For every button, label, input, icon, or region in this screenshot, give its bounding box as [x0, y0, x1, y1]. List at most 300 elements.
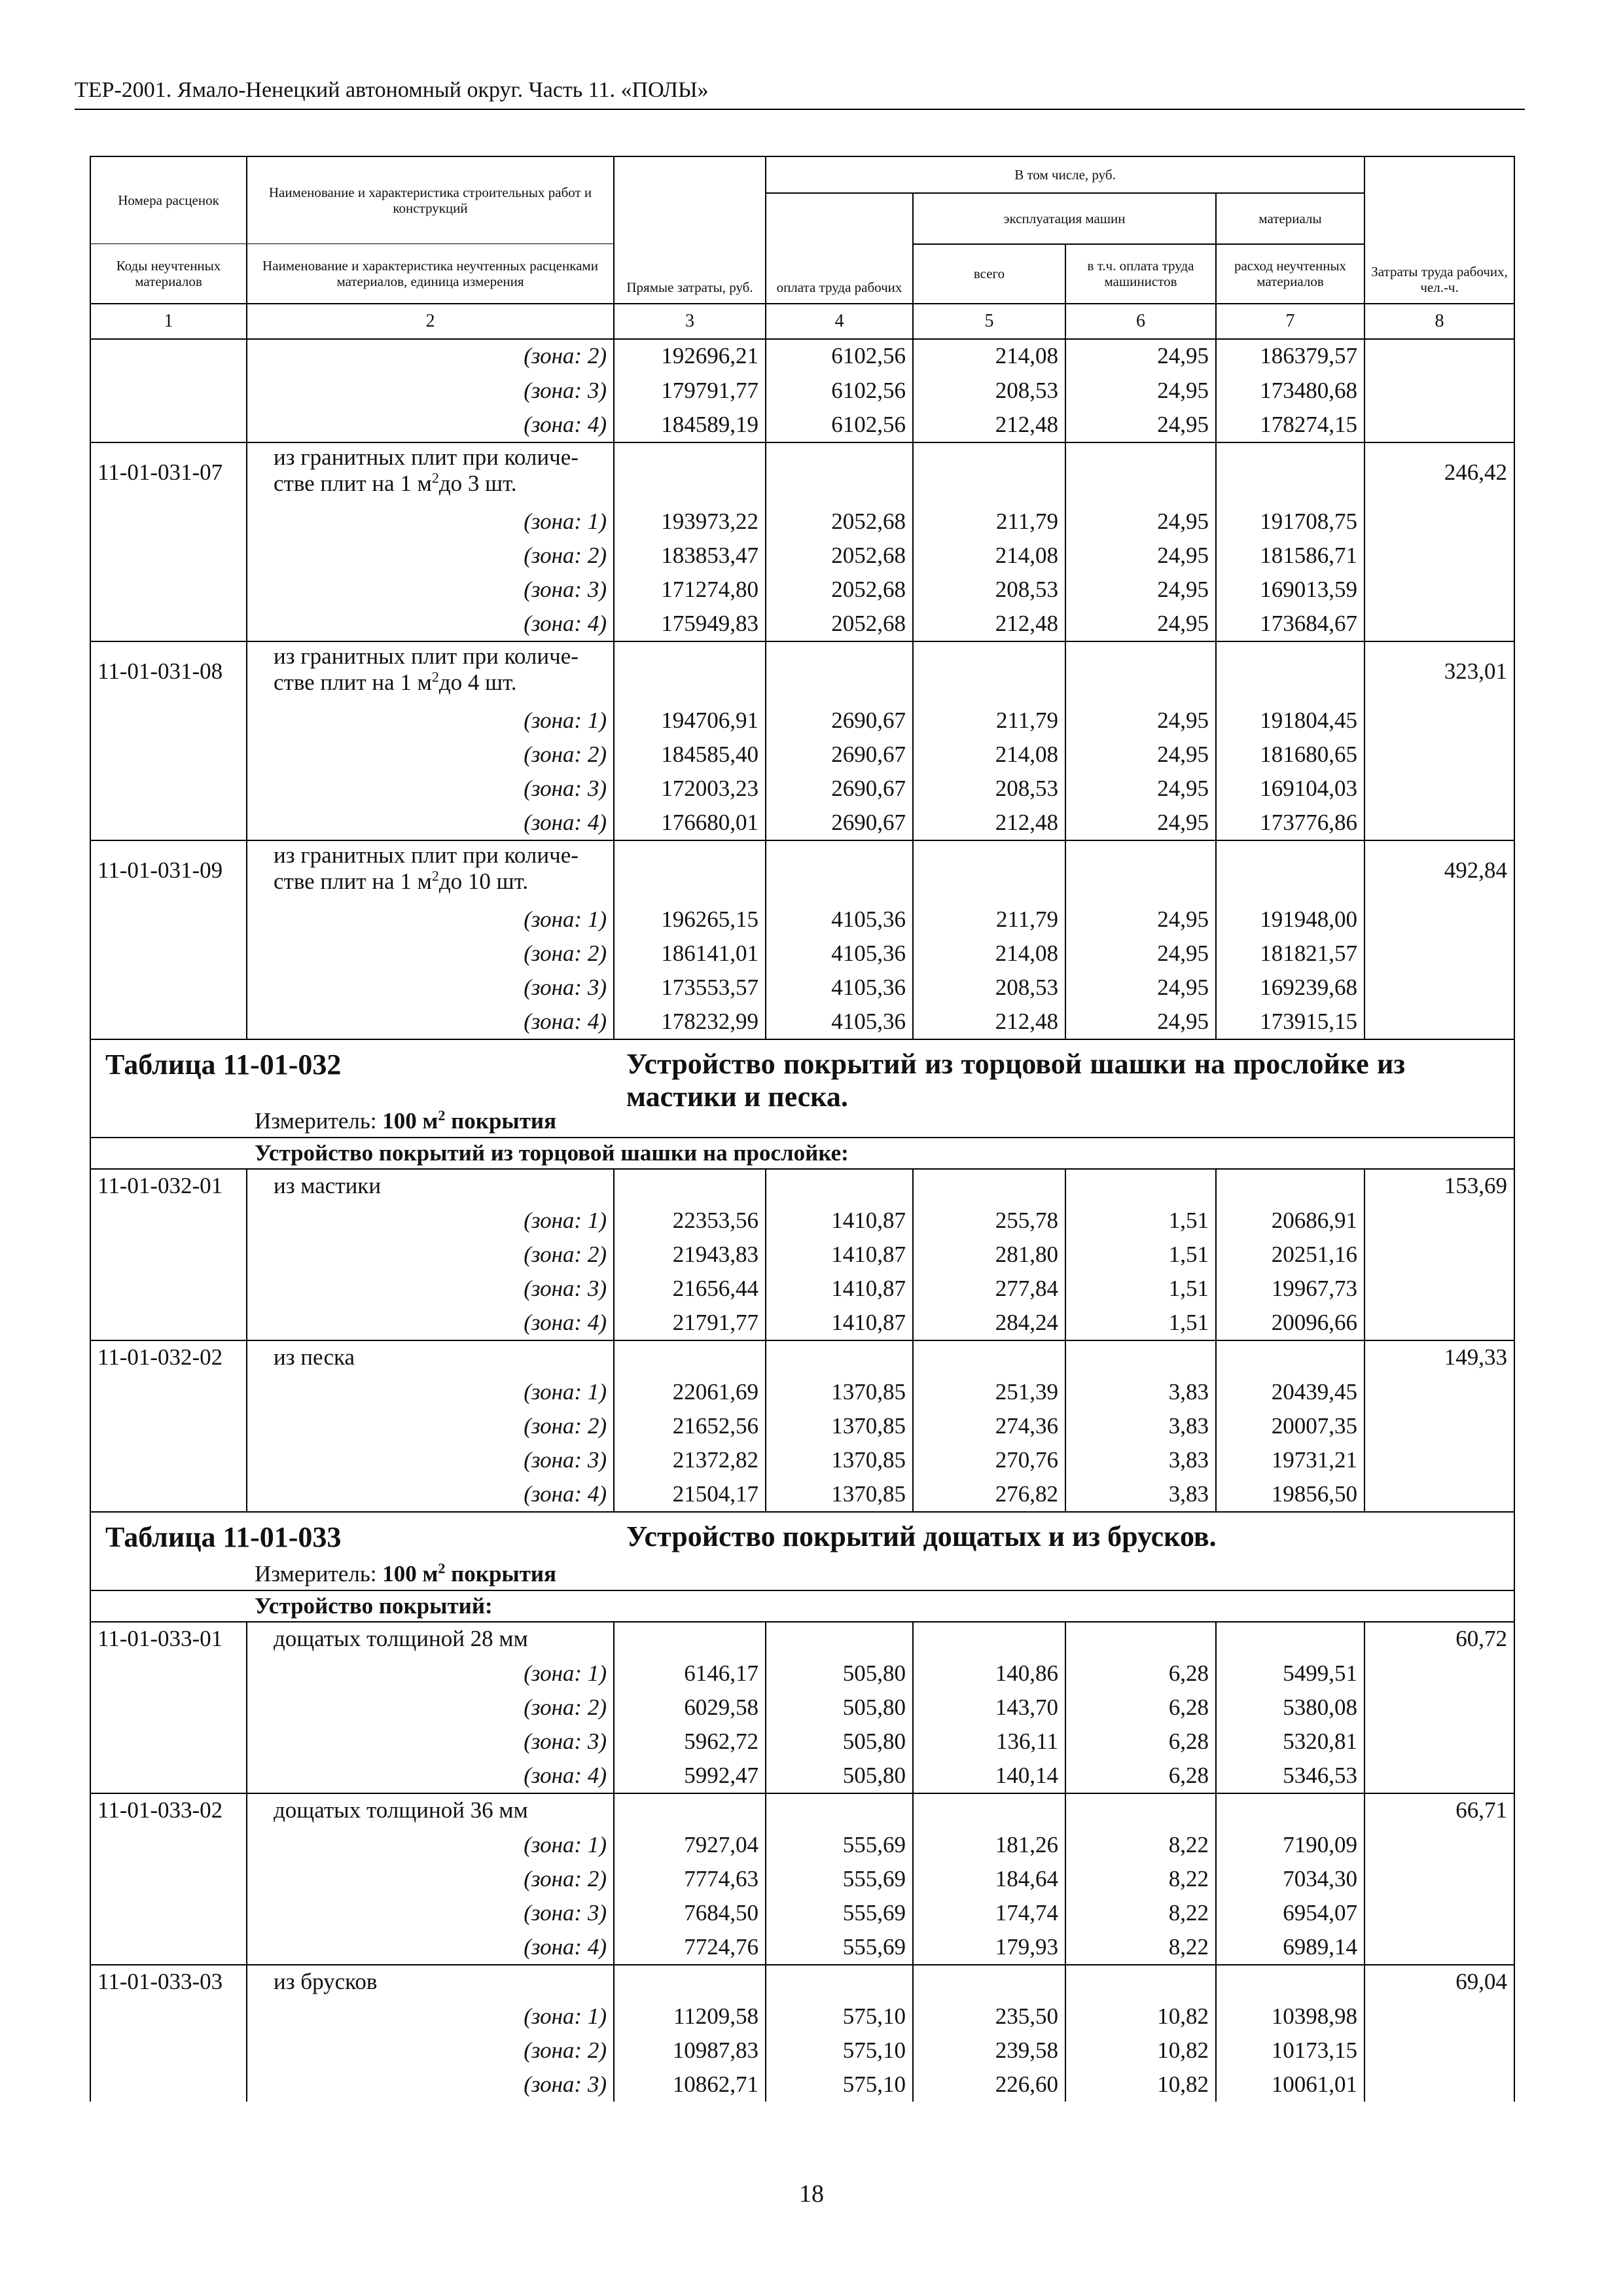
page-header: ТЕР-2001. Ямало-Ненецкий автономный округ. Часть 11. «ПОЛЫ»: [75, 76, 1525, 110]
cell-empty: [1216, 1169, 1364, 1204]
cell-value: 239,58: [913, 2034, 1065, 2068]
header-number-8: 8: [1364, 304, 1514, 339]
cell-value: 24,95: [1065, 408, 1216, 442]
cell-value: 11209,58: [614, 2000, 766, 2034]
cell-empty: [1065, 1622, 1216, 1657]
cell-value: 169104,03: [1216, 772, 1364, 806]
cell-value: 24,95: [1065, 772, 1216, 806]
labor-cost: 492,84: [1364, 840, 1514, 903]
cell-value: 8,22: [1065, 1930, 1216, 1965]
cell-empty: [1065, 1340, 1216, 1375]
cell-value: 2690,67: [766, 738, 913, 772]
labor-cost: [1364, 1306, 1514, 1340]
rate-code: [90, 1896, 247, 1930]
cell-value: 3,83: [1065, 1477, 1216, 1512]
cell-empty: [1065, 442, 1216, 505]
zone-label: (зона: 1): [247, 1657, 614, 1691]
rate-code: 11-01-031-09: [90, 840, 247, 903]
cell-empty: [1216, 1965, 1364, 2000]
rate-code: [90, 408, 247, 442]
zone-label: (зона: 1): [247, 1204, 614, 1238]
zone-label: (зона: 2): [247, 1238, 614, 1272]
cell-value: 19731,21: [1216, 1443, 1364, 1477]
table-row: [90, 1238, 1514, 1272]
cell-value: 173776,86: [1216, 806, 1364, 840]
rate-code: [90, 704, 247, 738]
cell-value: 5346,53: [1216, 1759, 1364, 1793]
cell-value: 7034,30: [1216, 1862, 1364, 1896]
cell-value: 7774,63: [614, 1862, 766, 1896]
rate-code: [90, 738, 247, 772]
labor-cost: [1364, 1204, 1514, 1238]
cell-value: 575,10: [766, 2068, 913, 2102]
cell-value: 575,10: [766, 2000, 913, 2034]
labor-cost: [1364, 1375, 1514, 1409]
cell-empty: [614, 840, 766, 903]
header-number-7: 7: [1216, 304, 1364, 339]
cell-value: 183853,47: [614, 539, 766, 573]
cell-empty: [1065, 1793, 1216, 1828]
header-number-6: 6: [1065, 304, 1216, 339]
header-number-1: 1: [90, 304, 247, 339]
labor-cost: 60,72: [1364, 1622, 1514, 1657]
cell-value: 6102,56: [766, 374, 913, 408]
zone-label: (зона: 2): [247, 2034, 614, 2068]
table-row: [90, 1409, 1514, 1443]
cell-value: 21791,77: [614, 1306, 766, 1340]
cell-value: 208,53: [913, 772, 1065, 806]
cell-value: 179791,77: [614, 374, 766, 408]
cell-value: 3,83: [1065, 1375, 1216, 1409]
labor-cost: [1364, 772, 1514, 806]
cell-value: 24,95: [1065, 539, 1216, 573]
measure-value-text: 100 м: [382, 1561, 438, 1587]
rate-code: [90, 937, 247, 971]
labor-cost: [1364, 1657, 1514, 1691]
rate-code: [90, 1477, 247, 1512]
labor-cost: 323,01: [1364, 641, 1514, 704]
cell-empty: [614, 1340, 766, 1375]
cell-empty: [913, 1622, 1065, 1657]
cell-value: 24,95: [1065, 971, 1216, 1005]
cell-value: 3,83: [1065, 1409, 1216, 1443]
table-row: [90, 1375, 1514, 1409]
description-line-1: из гранитных плит при количе-: [274, 643, 579, 669]
zone-label: (зона: 3): [247, 573, 614, 607]
cell-value: 24,95: [1065, 903, 1216, 937]
table-row: [90, 1828, 1514, 1862]
table-row: [90, 1272, 1514, 1306]
table-row: [90, 903, 1514, 937]
rate-code: [90, 505, 247, 539]
labor-cost: [1364, 704, 1514, 738]
cell-value: 4105,36: [766, 937, 913, 971]
zone-label: (зона: 3): [247, 1896, 614, 1930]
table-title-block: [91, 1513, 1514, 1590]
table-row: [90, 738, 1514, 772]
cell-value: 276,82: [913, 1477, 1065, 1512]
zone-label: (зона: 3): [247, 772, 614, 806]
zone-label: (зона: 1): [247, 2000, 614, 2034]
cell-value: 191708,75: [1216, 505, 1364, 539]
cell-value: 211,79: [913, 903, 1065, 937]
cell-value: 10,82: [1065, 2068, 1216, 2102]
cell-empty: [1216, 840, 1364, 903]
cell-value: 8,22: [1065, 1896, 1216, 1930]
rate-code: [90, 1828, 247, 1862]
table-row: [90, 1622, 1514, 1657]
rate-code: [90, 2000, 247, 2034]
cell-value: 6102,56: [766, 339, 913, 374]
zone-label: (зона: 1): [247, 903, 614, 937]
labor-cost: [1364, 1691, 1514, 1725]
table-row: [90, 2000, 1514, 2034]
work-description: из песка: [247, 1340, 614, 1375]
cell-value: 4105,36: [766, 1005, 913, 1039]
rate-code: [90, 539, 247, 573]
rate-code: 11-01-033-01: [90, 1622, 247, 1657]
measure-unit: [255, 1561, 556, 1587]
cell-value: 192696,21: [614, 339, 766, 374]
zone-label: (зона: 3): [247, 2068, 614, 2102]
measure-unit: [255, 1108, 556, 1134]
rate-code: 11-01-031-07: [90, 442, 247, 505]
cell-value: 3,83: [1065, 1443, 1216, 1477]
cell-value: 20007,35: [1216, 1409, 1364, 1443]
cell-value: 171274,80: [614, 573, 766, 607]
labor-cost: [1364, 1409, 1514, 1443]
cell-value: 24,95: [1065, 937, 1216, 971]
cell-empty: [766, 1340, 913, 1375]
cell-value: 1,51: [1065, 1238, 1216, 1272]
cell-value: 226,60: [913, 2068, 1065, 2102]
cell-empty: [913, 840, 1065, 903]
cell-value: 169239,68: [1216, 971, 1364, 1005]
cell-value: 6954,07: [1216, 1896, 1364, 1930]
cell-value: 10173,15: [1216, 2034, 1364, 2068]
cell-empty: [614, 442, 766, 505]
table-row: [90, 806, 1514, 840]
cell-value: 191948,00: [1216, 903, 1364, 937]
cell-value: 20251,16: [1216, 1238, 1364, 1272]
cell-empty: [913, 1965, 1065, 2000]
measure-tail: покрытия: [445, 1108, 557, 1134]
cell-value: 212,48: [913, 408, 1065, 442]
cell-value: 2690,67: [766, 806, 913, 840]
labor-cost: [1364, 607, 1514, 641]
rate-code: [90, 806, 247, 840]
measure-tail: покрытия: [445, 1561, 557, 1587]
table-row: [90, 2034, 1514, 2068]
cell-empty: [1065, 840, 1216, 903]
cell-value: 193973,22: [614, 505, 766, 539]
cell-value: 2690,67: [766, 772, 913, 806]
cell-value: 5499,51: [1216, 1657, 1364, 1691]
cell-empty: [1216, 1622, 1364, 1657]
table-row: [90, 641, 1514, 704]
cell-value: 10,82: [1065, 2034, 1216, 2068]
cell-value: 169013,59: [1216, 573, 1364, 607]
table-row: [90, 1896, 1514, 1930]
cell-value: 505,80: [766, 1691, 913, 1725]
cell-value: 5320,81: [1216, 1725, 1364, 1759]
cell-value: 24,95: [1065, 505, 1216, 539]
cell-value: 21656,44: [614, 1272, 766, 1306]
cell-value: 172003,23: [614, 772, 766, 806]
cell-empty: [1216, 1793, 1364, 1828]
zone-label: (зона: 2): [247, 339, 614, 374]
cell-value: 136,11: [913, 1725, 1065, 1759]
rate-code: [90, 1238, 247, 1272]
cell-value: 6,28: [1065, 1657, 1216, 1691]
header-materials: материалы: [1216, 193, 1364, 244]
zone-label: (зона: 3): [247, 971, 614, 1005]
cell-empty: [614, 1169, 766, 1204]
table-row: [90, 1306, 1514, 1340]
table-row: [90, 704, 1514, 738]
table-row: [90, 840, 1514, 903]
cell-value: 1,51: [1065, 1272, 1216, 1306]
cell-value: 6,28: [1065, 1691, 1216, 1725]
table-row: [90, 2068, 1514, 2102]
rate-code: [90, 339, 247, 374]
price-table: [90, 156, 1515, 2102]
cell-value: 24,95: [1065, 738, 1216, 772]
rate-code: 11-01-033-03: [90, 1965, 247, 2000]
labor-cost: [1364, 1828, 1514, 1862]
header-col2-bottom: Наименование и характеристика неучтенных расценками материалов, единица измерения: [247, 244, 614, 304]
labor-cost: [1364, 573, 1514, 607]
table-title-block: [91, 1040, 1514, 1137]
cell-value: 178274,15: [1216, 408, 1364, 442]
rate-code: 11-01-032-01: [90, 1169, 247, 1204]
rate-code: [90, 903, 247, 937]
table-row: [90, 442, 1514, 505]
cell-value: 21372,82: [614, 1443, 766, 1477]
cell-value: 191804,45: [1216, 704, 1364, 738]
cell-empty: [1065, 1965, 1216, 2000]
description-text: стве плит на 1 м: [274, 869, 432, 894]
cell-empty: [913, 442, 1065, 505]
header-col3: Прямые затраты, руб.: [614, 156, 766, 304]
superscript: 2: [431, 867, 439, 884]
description-text: до 4 шт.: [438, 670, 517, 695]
header-number-4: 4: [766, 304, 913, 339]
cell-value: 178232,99: [614, 1005, 766, 1039]
zone-label: (зона: 2): [247, 1691, 614, 1725]
description-text: до 3 шт.: [438, 471, 517, 496]
table-title: Устройство покрытий из торцовой шашки на прослойке из мастики и песка.: [626, 1048, 1405, 1113]
cell-empty: [614, 1622, 766, 1657]
superscript: 2: [438, 1107, 446, 1124]
rate-code: [90, 772, 247, 806]
description-line-2: [274, 471, 607, 497]
labor-cost: 153,69: [1364, 1169, 1514, 1204]
header-col1-top: Номера расценок: [90, 156, 247, 244]
cell-value: 4105,36: [766, 971, 913, 1005]
labor-cost: [1364, 1862, 1514, 1896]
zone-label: (зона: 3): [247, 374, 614, 408]
cell-value: 555,69: [766, 1862, 913, 1896]
cell-empty: [1216, 641, 1364, 704]
cell-value: 24,95: [1065, 339, 1216, 374]
cell-value: 555,69: [766, 1930, 913, 1965]
header-machines: эксплуатация машин: [913, 193, 1216, 244]
cell-value: 21652,56: [614, 1409, 766, 1443]
zone-label: (зона: 1): [247, 1828, 614, 1862]
table-row: [90, 1477, 1514, 1512]
cell-value: 212,48: [913, 607, 1065, 641]
cell-value: 281,80: [913, 1238, 1065, 1272]
cell-value: 7927,04: [614, 1828, 766, 1862]
table-row: [90, 505, 1514, 539]
rate-code: 11-01-032-02: [90, 1340, 247, 1375]
rate-code: [90, 1375, 247, 1409]
cell-value: 214,08: [913, 539, 1065, 573]
cell-value: 212,48: [913, 1005, 1065, 1039]
cell-value: 20096,66: [1216, 1306, 1364, 1340]
description-text: до 10 шт.: [438, 869, 528, 894]
work-description: [247, 641, 614, 704]
cell-value: 211,79: [913, 505, 1065, 539]
table-row: [90, 374, 1514, 408]
zone-label: (зона: 2): [247, 1409, 614, 1443]
cell-value: 10398,98: [1216, 2000, 1364, 2034]
cell-empty: [1216, 1340, 1364, 1375]
zone-label: (зона: 2): [247, 738, 614, 772]
header-col5: всего: [913, 244, 1065, 304]
cell-value: 5380,08: [1216, 1691, 1364, 1725]
cell-value: 270,76: [913, 1443, 1065, 1477]
cell-value: 194706,91: [614, 704, 766, 738]
cell-value: 255,78: [913, 1204, 1065, 1238]
cell-empty: [614, 1965, 766, 2000]
cell-empty: [766, 1169, 913, 1204]
table-title: Устройство покрытий дощатых и из брусков.: [626, 1520, 1217, 1552]
work-description: из брусков: [247, 1965, 614, 2000]
rate-code: [90, 1204, 247, 1238]
cell-value: 212,48: [913, 806, 1065, 840]
zone-label: (зона: 4): [247, 1477, 614, 1512]
labor-cost: 66,71: [1364, 1793, 1514, 1828]
cell-value: 10987,83: [614, 2034, 766, 2068]
labor-cost: [1364, 937, 1514, 971]
cell-value: 1,51: [1065, 1306, 1216, 1340]
cell-value: 1410,87: [766, 1306, 913, 1340]
zone-label: (зона: 4): [247, 1930, 614, 1965]
superscript: 2: [438, 1560, 446, 1577]
cell-value: 284,24: [913, 1306, 1065, 1340]
rate-code: [90, 573, 247, 607]
cell-value: 1,51: [1065, 1204, 1216, 1238]
cell-value: 186379,57: [1216, 339, 1364, 374]
rate-code: [90, 1691, 247, 1725]
cell-value: 505,80: [766, 1657, 913, 1691]
cell-value: 208,53: [913, 374, 1065, 408]
measure-value: [382, 1561, 556, 1587]
cell-value: 6029,58: [614, 1691, 766, 1725]
labor-cost: [1364, 1477, 1514, 1512]
cell-empty: [913, 1793, 1065, 1828]
labor-cost: [1364, 1272, 1514, 1306]
table-row: [90, 1691, 1514, 1725]
superscript: 2: [431, 668, 439, 685]
cell-value: 173915,15: [1216, 1005, 1364, 1039]
labor-cost: [1364, 1005, 1514, 1039]
cell-value: 575,10: [766, 2034, 913, 2068]
cell-empty: [913, 1169, 1065, 1204]
cell-empty: [614, 1793, 766, 1828]
cell-empty: [766, 1965, 913, 2000]
cell-value: 24,95: [1065, 806, 1216, 840]
table-row: [90, 1443, 1514, 1477]
description-text: стве плит на 1 м: [274, 670, 432, 695]
zone-label: (зона: 1): [247, 505, 614, 539]
cell-value: 8,22: [1065, 1828, 1216, 1862]
cell-value: 181,26: [913, 1828, 1065, 1862]
header-col1-bottom: Коды неучтенных материалов: [90, 244, 247, 304]
measure-label: Измеритель:: [255, 1108, 383, 1134]
cell-value: 505,80: [766, 1725, 913, 1759]
cell-value: 5992,47: [614, 1759, 766, 1793]
cell-value: 184,64: [913, 1862, 1065, 1896]
cell-value: 21504,17: [614, 1477, 766, 1512]
cell-value: 173684,67: [1216, 607, 1364, 641]
zone-label: (зона: 4): [247, 408, 614, 442]
section-heading: Устройство покрытий:: [90, 1590, 1514, 1622]
header-col2-top: Наименование и характеристика строительных работ и конструкций: [247, 156, 614, 244]
rate-code: [90, 1005, 247, 1039]
zone-label: (зона: 3): [247, 1443, 614, 1477]
cell-value: 20439,45: [1216, 1375, 1364, 1409]
cell-value: 1370,85: [766, 1375, 913, 1409]
rate-code: [90, 1272, 247, 1306]
rate-code: [90, 1443, 247, 1477]
rate-code: [90, 1306, 247, 1340]
zone-label: (зона: 3): [247, 1272, 614, 1306]
cell-value: 24,95: [1065, 607, 1216, 641]
cell-value: 175949,83: [614, 607, 766, 641]
zone-label: (зона: 4): [247, 1759, 614, 1793]
table-row: [90, 1005, 1514, 1039]
table-row: [90, 1862, 1514, 1896]
rate-code: [90, 2068, 247, 2102]
labor-cost: 149,33: [1364, 1340, 1514, 1375]
cell-value: 555,69: [766, 1828, 913, 1862]
cell-value: 181680,65: [1216, 738, 1364, 772]
labor-cost: 69,04: [1364, 1965, 1514, 2000]
rate-code: [90, 1657, 247, 1691]
labor-cost: [1364, 374, 1514, 408]
description-line-1: из гранитных плит при количе-: [274, 842, 579, 868]
cell-value: 20686,91: [1216, 1204, 1364, 1238]
table-row: [90, 1169, 1514, 1204]
page-number: 18: [799, 2180, 824, 2208]
work-description: [247, 442, 614, 505]
cell-value: 1370,85: [766, 1409, 913, 1443]
cell-value: 208,53: [913, 573, 1065, 607]
table-row: [90, 1793, 1514, 1828]
measure-label: Измеритель:: [255, 1561, 383, 1587]
cell-value: 19856,50: [1216, 1477, 1364, 1512]
zone-label: (зона: 4): [247, 806, 614, 840]
cell-value: 22353,56: [614, 1204, 766, 1238]
table-row: [90, 772, 1514, 806]
cell-value: 8,22: [1065, 1862, 1216, 1896]
cell-value: 184589,19: [614, 408, 766, 442]
rate-code: [90, 1862, 247, 1896]
zone-label: (зона: 4): [247, 1005, 614, 1039]
